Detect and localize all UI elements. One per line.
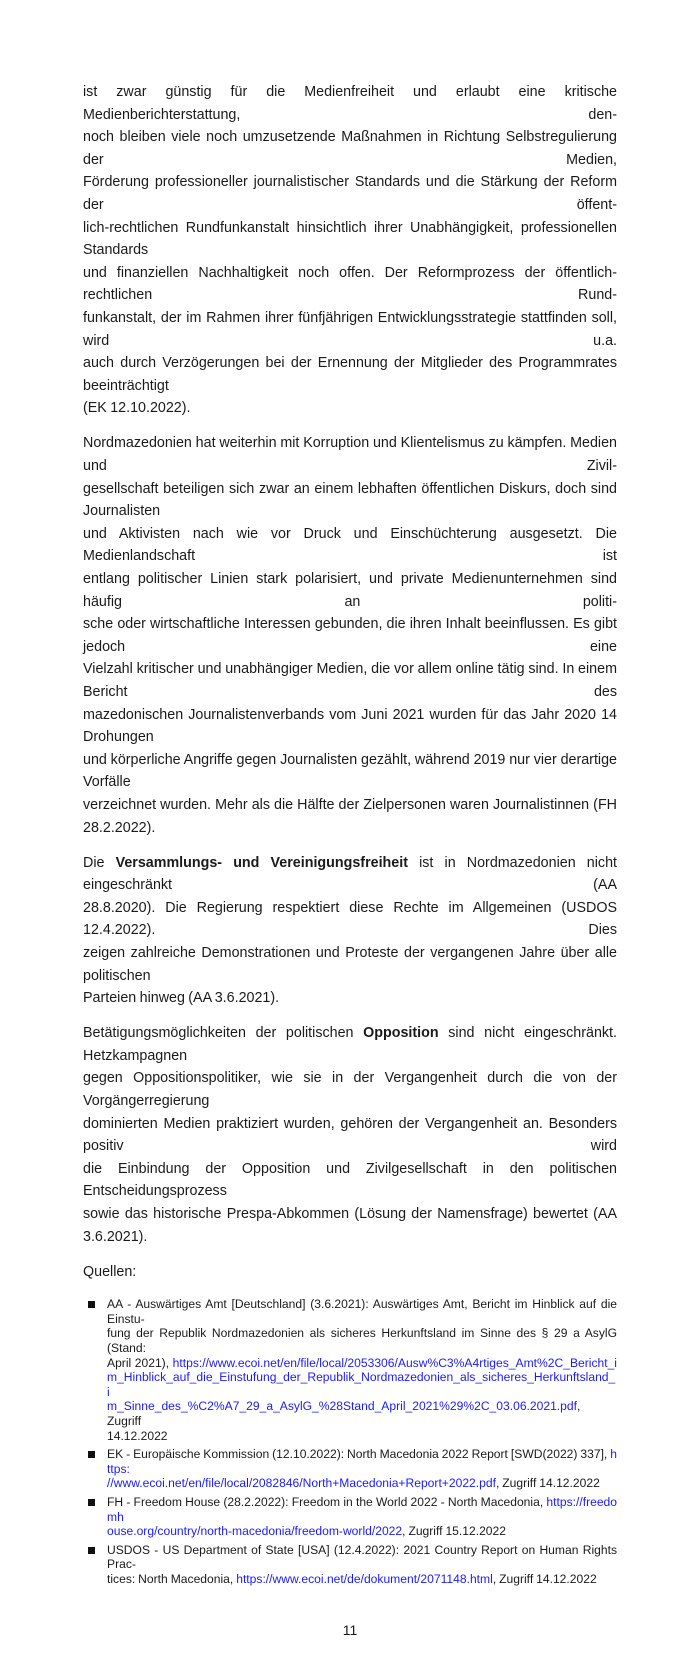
text-segment: gegen Oppositionspolitiker, wie sie in der Vergangenheit durch die von der Vorgängerregierung bbox=[83, 1070, 617, 1110]
square-bullet-icon bbox=[88, 1301, 95, 1308]
text-line bbox=[107, 1429, 617, 1444]
source-link[interactable]: https://www.ecoi.net/de/dokument/2071148.html bbox=[236, 1571, 493, 1586]
square-bullet-icon bbox=[88, 1499, 95, 1506]
source-item bbox=[88, 1447, 617, 1491]
source-link[interactable]: https: bbox=[107, 1447, 617, 1476]
text-line bbox=[83, 987, 617, 1010]
text-segment: (EK 12.10.2022). bbox=[83, 400, 191, 417]
text-line bbox=[83, 523, 617, 568]
text-line bbox=[83, 1022, 617, 1067]
text-segment: Förderung professioneller journalistischer Standards und die Stärkung der Reform der öffent- bbox=[83, 174, 617, 213]
text-segment: entlang politischer Linien stark polarisiert, und private Medienunternehmen sind häufig an politi- bbox=[83, 570, 617, 610]
body-text bbox=[83, 81, 617, 1248]
text-segment: tices: North Macedonia, bbox=[107, 1571, 237, 1586]
text-line bbox=[83, 126, 617, 171]
source-link[interactable]: https://www.ecoi.net/en/file/local/2053306/Ausw%C3%A4rtiges_Amt%2C_Bericht_i bbox=[172, 1355, 617, 1370]
source-item bbox=[88, 1297, 617, 1443]
source-link[interactable]: ouse.org/country/north-macedonia/freedom-world/2022 bbox=[107, 1524, 403, 1539]
text-line bbox=[107, 1572, 617, 1587]
text-segment: zeigen zahlreiche Demonstrationen und Proteste der vergangenen Jahre über alle politischen bbox=[83, 944, 617, 984]
text-segment: sowie das historische Prespa-Abkommen (Lösung der Namensfrage) bewertet (AA 3.6.2021). bbox=[83, 1206, 617, 1245]
text-line bbox=[83, 794, 617, 839]
source-link[interactable]: //www.ecoi.net/en/file/local/2082846/North+Macedonia+Report+2022.pdf bbox=[107, 1476, 496, 1491]
text-line bbox=[83, 1203, 617, 1248]
text-segment: mazedonischen Journalistenverbands vom Juni 2021 wurden für das Jahr 2020 14 Drohungen bbox=[83, 706, 617, 746]
text-line bbox=[83, 262, 617, 307]
text-line bbox=[107, 1326, 617, 1355]
square-bullet-icon bbox=[88, 1547, 95, 1554]
text-segment: , Zugriff bbox=[107, 1399, 581, 1429]
text-segment: , Zugriff 14.12.2022 bbox=[492, 1571, 597, 1586]
paragraph bbox=[83, 852, 617, 1010]
text-segment: fung der Republik Nordmazedonien als sicheres Herkunftsland im Sinne des § 29 a AsylG (Stand: bbox=[107, 1326, 617, 1356]
text-line bbox=[83, 749, 617, 794]
text-line bbox=[83, 1113, 617, 1158]
text-line bbox=[83, 307, 617, 352]
text-segment: dominierten Medien praktiziert wurden, gehören der Vergangenheit an. Besonders positiv wird bbox=[83, 1115, 617, 1155]
text-segment: sind nicht eingeschränkt. Hetzkampagnen bbox=[83, 1025, 617, 1064]
sources-list bbox=[83, 1297, 617, 1586]
text-segment: EK - Europäische Kommission (12.10.2022): North Macedonia 2022 Report [SWD(2022) 337], bbox=[107, 1447, 611, 1462]
text-segment: gesellschaft beteiligen sich zwar an einem lebhaften öffentlichen Diskurs, doch sind Journalisten bbox=[83, 480, 617, 520]
text-segment: Vielzahl kritischer und unabhängiger Medien, die vor allem online tätig sind. In einem Bericht des bbox=[83, 661, 617, 700]
text-segment: und Aktivisten nach wie vor Druck und Einschüchterung ausgesetzt. Die Medienlandschaft ist bbox=[83, 525, 617, 565]
text-line bbox=[107, 1524, 617, 1539]
text-segment: und körperliche Angriffe gegen Journalisten gezählt, während 2019 nur vier derartige Vorfälle bbox=[83, 751, 617, 791]
text-segment: und finanziellen Nachhaltigkeit noch offen. Der Reformprozess der öffentlich-rechtlichen Rund- bbox=[83, 264, 617, 304]
source-item bbox=[88, 1495, 617, 1539]
paragraph bbox=[83, 432, 617, 839]
text-segment: die Einbindung der Opposition und Zivilgesellschaft in den politischen Entscheidungsprozess bbox=[83, 1160, 617, 1200]
text-segment: auch durch Verzögerungen bei der Ernennung der Mitglieder des Programmrates beeinträchtigt bbox=[83, 355, 617, 394]
text-line bbox=[83, 568, 617, 613]
text-line bbox=[107, 1543, 617, 1572]
text-line bbox=[83, 352, 617, 397]
text-segment: Nordmazedonien hat weiterhin mit Korruption und Klientelismus zu kämpfen. Medien und Zivil- bbox=[83, 435, 617, 474]
text-segment: Parteien hinweg (AA 3.6.2021). bbox=[83, 990, 280, 1007]
bold-term: Opposition bbox=[363, 1025, 439, 1042]
text-line bbox=[83, 897, 617, 942]
text-line bbox=[83, 704, 617, 749]
text-segment: funkanstalt, der im Rahmen ihrer fünfjährigen Entwicklungsstrategie stattfinden soll, wird u.a. bbox=[83, 309, 617, 349]
text-line bbox=[107, 1399, 617, 1428]
text-segment: Die bbox=[83, 854, 116, 871]
text-segment: verzeichnet wurden. Mehr als die Hälfte der Zielpersonen waren Journalistinnen (FH 28.2.2022). bbox=[83, 796, 617, 836]
paragraph bbox=[83, 1022, 617, 1248]
text-line bbox=[83, 1067, 617, 1112]
source-link[interactable]: https://freedomh bbox=[107, 1495, 617, 1524]
text-line bbox=[83, 171, 617, 216]
text-line bbox=[107, 1495, 617, 1524]
text-line bbox=[83, 942, 617, 987]
text-line bbox=[83, 81, 617, 126]
text-line bbox=[107, 1297, 617, 1326]
text-segment: ist in Nordmazedonien nicht eingeschränkt (AA bbox=[83, 854, 617, 894]
text-line bbox=[83, 217, 617, 262]
paragraph bbox=[83, 81, 617, 420]
square-bullet-icon bbox=[88, 1451, 95, 1458]
text-line bbox=[83, 1158, 617, 1203]
text-line bbox=[83, 432, 617, 477]
text-segment: ist zwar günstig für die Medienfreiheit und erlaubt eine kritische Medienberichterstattung, den- bbox=[83, 84, 617, 123]
text-segment: noch bleiben viele noch umzusetzende Maßnahmen in Richtung Selbstregulierung der Medien, bbox=[83, 129, 617, 168]
text-line bbox=[83, 658, 617, 703]
text-segment: FH - Freedom House (28.2.2022): Freedom in the World 2022 - North Macedonia, bbox=[107, 1495, 547, 1509]
text-line bbox=[107, 1447, 617, 1476]
bold-term: Versammlungs- und Vereinigungsfreiheit bbox=[115, 854, 408, 871]
text-line bbox=[107, 1356, 617, 1371]
source-link[interactable]: m_Sinne_des_%C2%A7_29_a_AsylG_%28Stand_April_2021%29%2C_03.06.2021.pdf bbox=[107, 1399, 577, 1414]
text-line bbox=[107, 1370, 617, 1399]
page-number: 11 bbox=[342, 1621, 358, 1638]
text-line bbox=[83, 852, 617, 897]
source-link[interactable]: m_Hinblick_auf_die_Einstufung_der_Republik_Nordmazedonien_als_sicheres_Herkunftsland_i bbox=[107, 1370, 616, 1399]
text-line bbox=[83, 478, 617, 523]
text-segment: , Zugriff 15.12.2022 bbox=[402, 1524, 506, 1539]
text-line bbox=[83, 397, 617, 420]
text-line bbox=[83, 613, 617, 658]
text-segment: Betätigungsmöglichkeiten der politischen bbox=[83, 1025, 364, 1042]
text-segment: April 2021), bbox=[107, 1355, 173, 1370]
text-segment: 28.8.2020). Die Regierung respektiert diese Rechte im Allgemeinen (USDOS 12.4.2022). Dies bbox=[83, 899, 617, 939]
text-segment: AA - Auswärtiges Amt [Deutschland] (3.6.2021): Auswärtiges Amt, Bericht im Hinblick auf die Einstu- bbox=[107, 1297, 617, 1326]
text-segment: , Zugriff 14.12.2022 bbox=[495, 1476, 600, 1491]
text-segment: sche oder wirtschaftliche Interessen gebunden, die ihren Inhalt beeinflussen. Es gibt jedoch eine bbox=[83, 616, 617, 655]
text-segment: lich-rechtlichen Rundfunkanstalt hinsichtlich ihrer Unabhängigkeit, professionellen Standards bbox=[83, 219, 617, 259]
document-page bbox=[83, 81, 617, 1591]
text-segment: USDOS - US Department of State [USA] (12.4.2022): 2021 Country Report on Human Rights Prac- bbox=[107, 1542, 617, 1572]
text-line bbox=[107, 1476, 617, 1491]
sources-heading: Quellen: bbox=[83, 1263, 137, 1280]
source-item bbox=[88, 1543, 617, 1587]
text-segment: 14.12.2022 bbox=[107, 1428, 168, 1443]
